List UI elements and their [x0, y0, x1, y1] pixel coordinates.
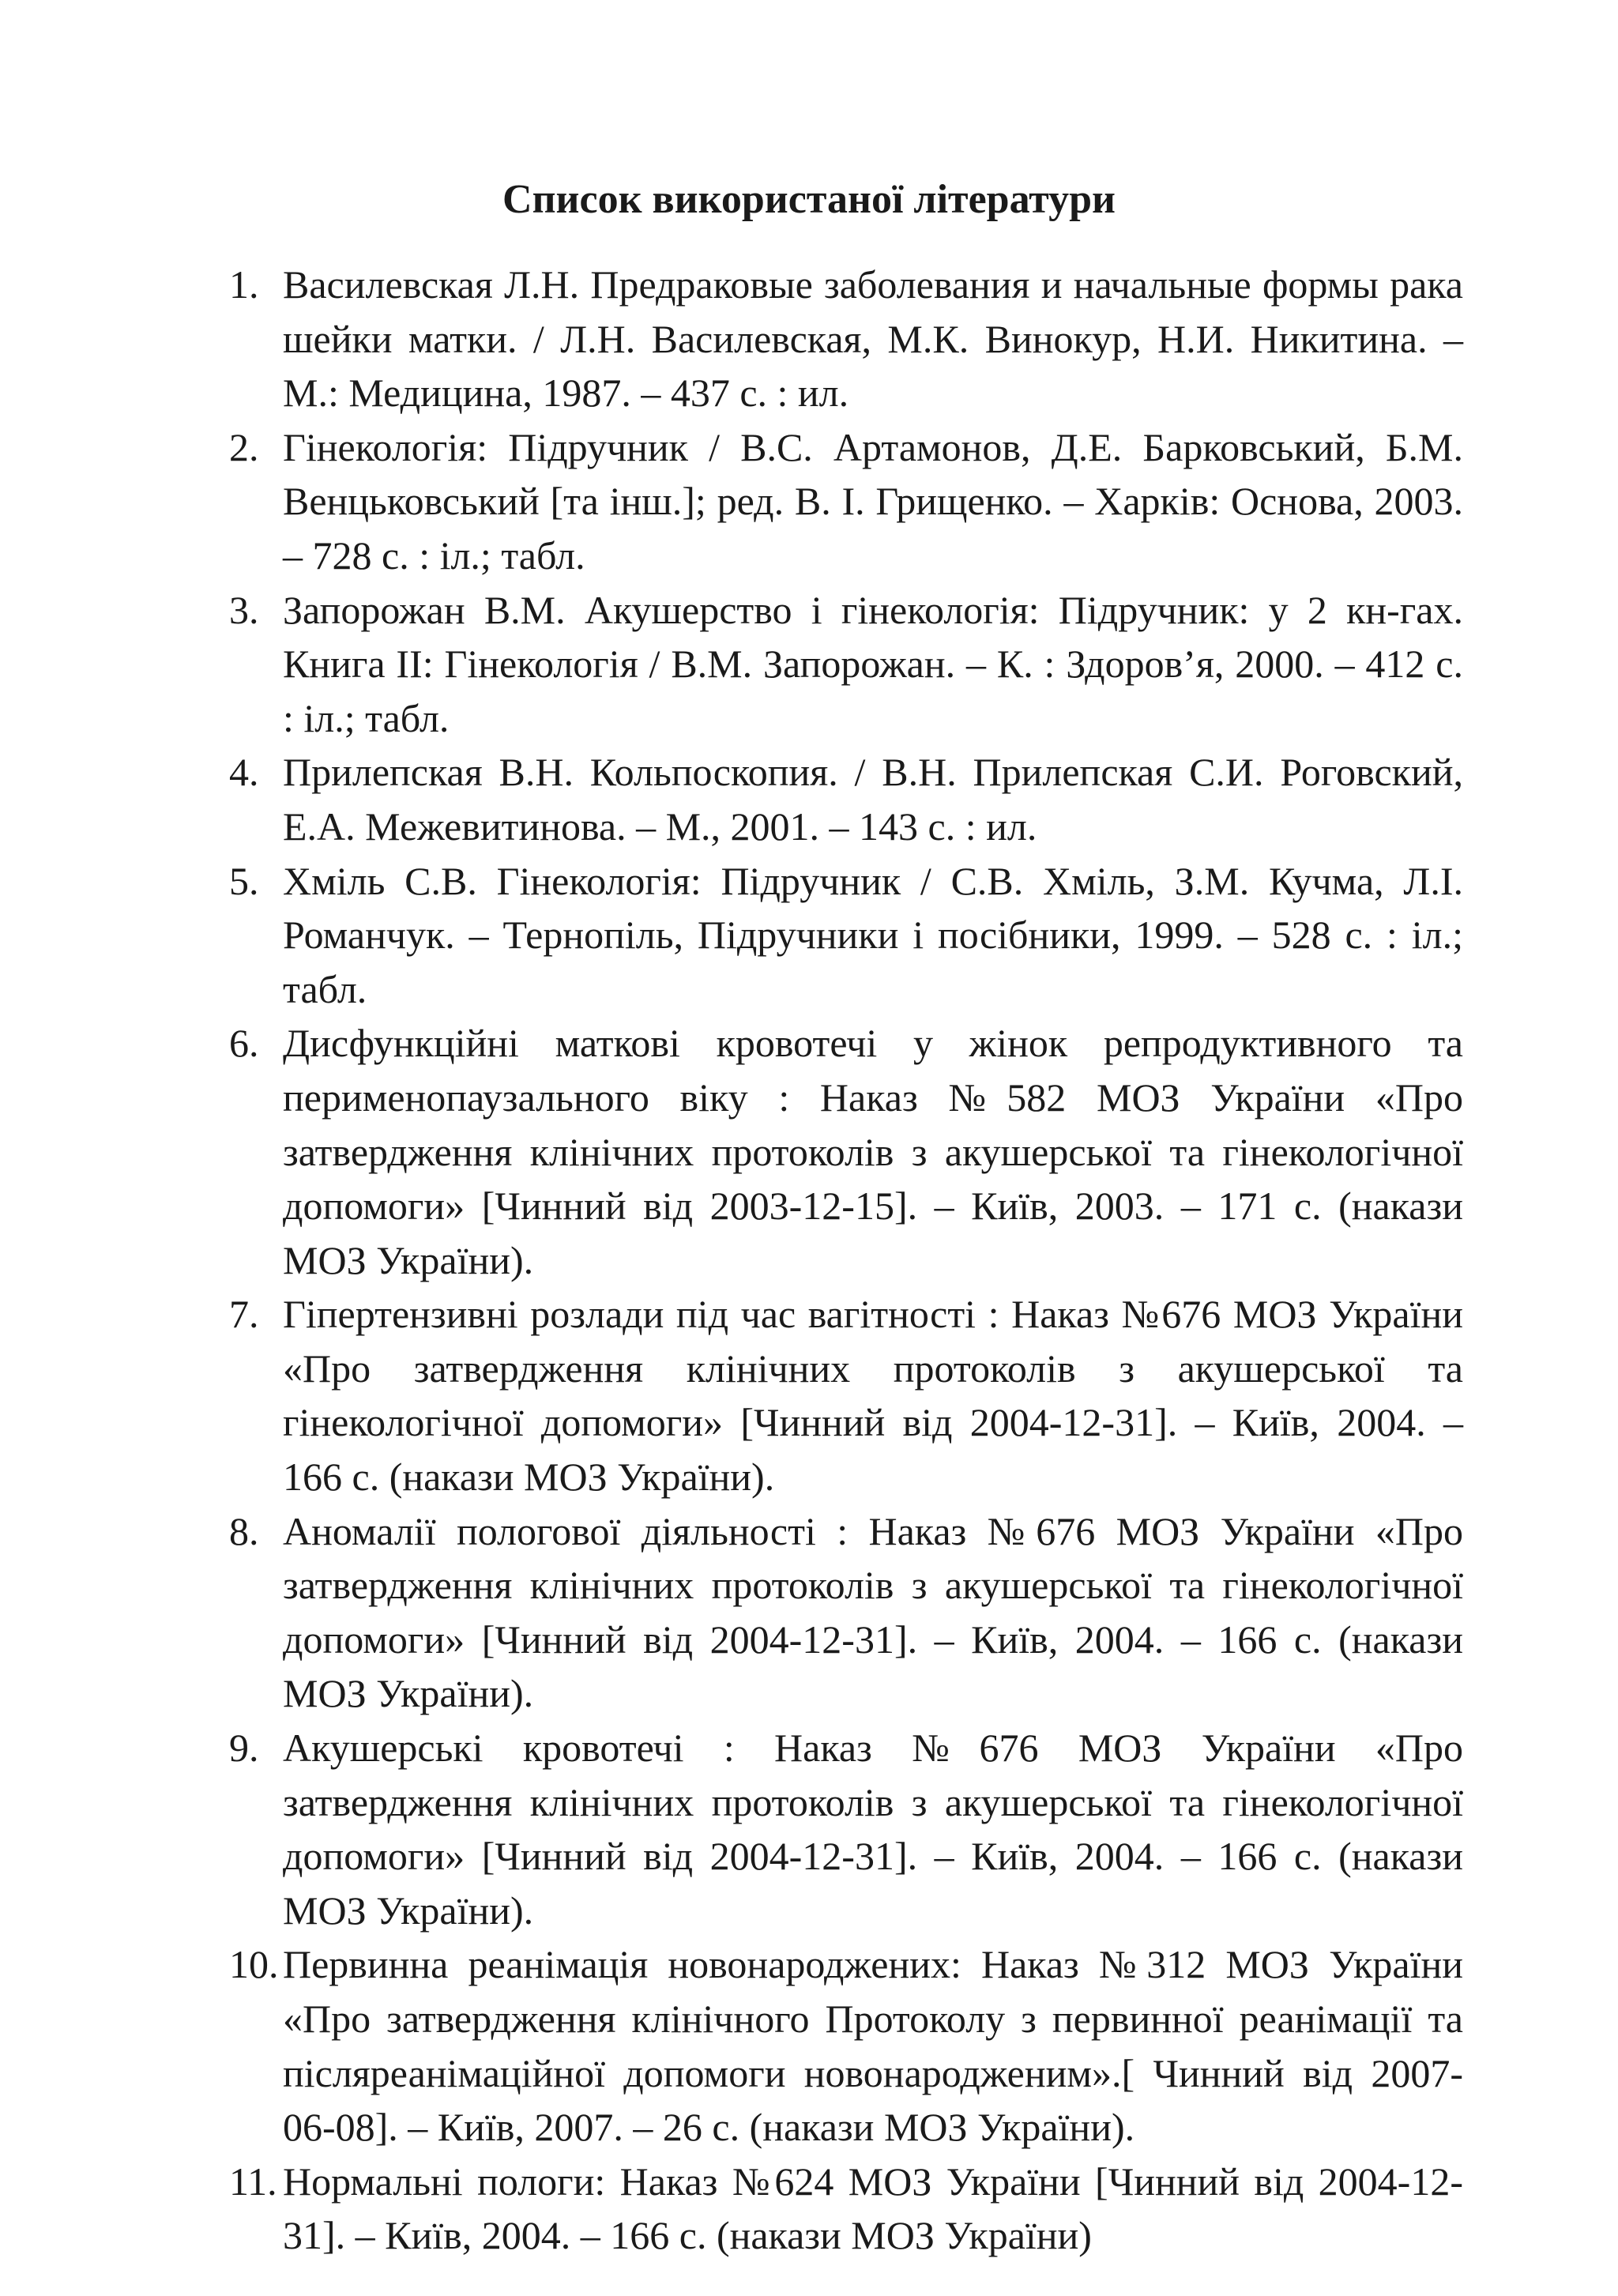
- reference-item: [229, 1721, 1463, 1937]
- reference-item: [229, 745, 1463, 853]
- reference-text: Гінекологія: Підручник / В.С. Артамонов, Д.Е. Барковський, Б.М. Венцьковський [та інш.]; ред. В. І. Грищенко. – Харків: Основа, 2003. – 728 с. : іл.; табл.: [283, 424, 1463, 578]
- reference-item: [229, 2155, 1463, 2263]
- reference-item: [229, 583, 1463, 746]
- reference-item: [229, 420, 1463, 583]
- reference-number: 9.: [229, 1726, 259, 1771]
- reference-number: 8.: [229, 1508, 259, 1553]
- reference-item: [229, 258, 1463, 420]
- reference-number: 7.: [229, 1292, 259, 1337]
- page-title: Список використаної літератури: [502, 177, 1116, 222]
- reference-number: 4.: [229, 750, 259, 795]
- reference-number: 11.: [229, 2159, 277, 2204]
- reference-list: [229, 258, 1463, 2263]
- reference-text: Прилепская В.Н. Кольпоскопия. / В.Н. Прилепская С.И. Роговский, Е.А. Межевитинова. – М., 2001. – 143 с. : ил.: [283, 750, 1463, 849]
- reference-item: [229, 1504, 1463, 1721]
- reference-number: 5.: [229, 858, 259, 903]
- reference-text: Запорожан В.М. Акушерство і гінекологія: Підручник: у 2 кн-гах. Книга II: Гінекологія / В.М. Запорожан. – К. : Здоров’я, 2000. – 412 с. : іл.; табл.: [283, 587, 1463, 740]
- reference-item: [229, 854, 1463, 1017]
- reference-item: [229, 1287, 1463, 1504]
- reference-text: Первинна реанімація новонароджених: Наказ №312 МОЗ України «Про затвердження клінічного Протоколу з первинної реанімації та післяреанімаційної допомоги новонародженим».[ Чинний від 2007-06-08]. – Київ, 2007. – 26 с. (накази МОЗ України).: [283, 1942, 1463, 2150]
- reference-text: Акушерські кровотечі : Наказ №676 МОЗ України «Про затвердження клінічних протоколів з акушерської та гінекологічної допомоги» [Чинний від 2004-12-31]. – Київ, 2004. – 166 с. (накази МОЗ України).: [283, 1726, 1463, 1933]
- reference-item: [229, 1016, 1463, 1287]
- reference-number: 1.: [229, 262, 259, 307]
- reference-text: Аномалії пологової діяльності : Наказ №676 МОЗ України «Про затвердження клінічних протоколів з акушерської та гінекологічної допомоги» [Чинний від 2004-12-31]. – Київ, 2004. – 166 с. (накази МОЗ України).: [283, 1508, 1463, 1716]
- reference-number: 6.: [229, 1021, 259, 1066]
- reference-text: Дисфункційні маткові кровотечі у жінок репродуктивного та перименопаузального віку : Наказ №582 МОЗ України «Про затвердження клінічних протоколів з акушерської та гінекологічної допомоги» [Чинний від 2003-12-15]. – Київ, 2003. – 171 с. (накази МОЗ України).: [283, 1021, 1463, 1282]
- reference-number: 2.: [229, 424, 259, 469]
- reference-text: Хміль С.В. Гінекологія: Підручник / С.В. Хміль, З.М. Кучма, Л.І. Романчук. – Тернопіль, Підручники і посібники, 1999. – 528 с. : іл.; табл.: [283, 858, 1463, 1011]
- reference-text: Гіпертензивні розлади під час вагітності : Наказ №676 МОЗ України «Про затвердження клінічних протоколів з акушерської та гінекологічної допомоги» [Чинний від 2004-12-31]. – Київ, 2004. – 166 с. (накази МОЗ України).: [283, 1292, 1463, 1500]
- reference-text: Нормальні пологи: Наказ №624 МОЗ України [Чинний від 2004-12-31]. – Київ, 2004. – 166 с. (накази МОЗ України): [283, 2159, 1463, 2258]
- reference-item: [229, 1937, 1463, 2154]
- reference-number: 3.: [229, 587, 259, 632]
- reference-text: Василевская Л.Н. Предраковые заболевания и начальные формы рака шейки матки. / Л.Н. Василевская, М.К. Винокур, Н.И. Никитина. – М.: Медицина, 1987. – 437 с. : ил.: [283, 262, 1463, 416]
- reference-number: 10.: [229, 1942, 279, 1987]
